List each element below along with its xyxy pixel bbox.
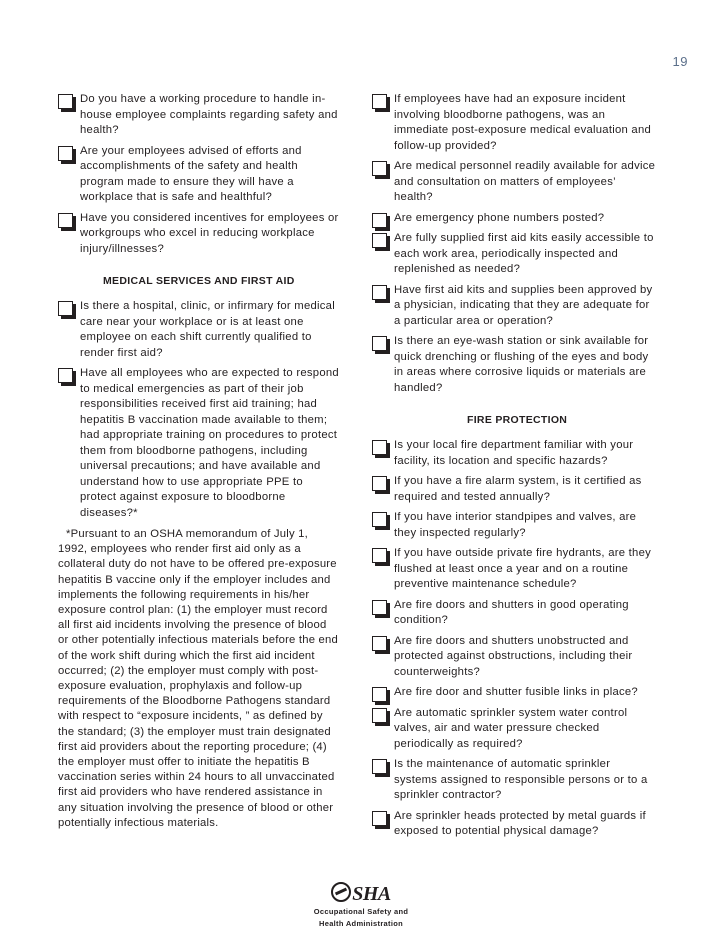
- checklist-item: [58, 299, 340, 361]
- checklist-item: [372, 598, 656, 629]
- checkbox[interactable]: [372, 687, 387, 702]
- question-text: Are fire doors and shutters unobstructed and protected against obstructions, including their counterweights?: [394, 634, 633, 678]
- checklist-item: [372, 546, 656, 593]
- osha-logo-icon: [331, 882, 351, 902]
- checkbox[interactable]: [58, 146, 73, 161]
- question-text: Are your employees advised of efforts and accomplishments of the safety and health program made to ensure they will have a workplace that is safe and healthful?: [80, 144, 302, 203]
- logo-text: SHA: [352, 883, 391, 905]
- question-text: Are medical personnel readily available for advice and consultation on matters of employees’ health?: [394, 160, 656, 203]
- checklist-item: [372, 334, 656, 396]
- checkbox[interactable]: [372, 759, 387, 774]
- question-text: Are fire doors and shutters in good operating condition?: [394, 598, 629, 626]
- checkbox[interactable]: [372, 811, 387, 826]
- checkbox[interactable]: [372, 213, 387, 228]
- checklist-item: [372, 474, 656, 505]
- checkbox[interactable]: [372, 440, 387, 455]
- checklist-item: [372, 634, 656, 681]
- section-heading-medical: MEDICAL SERVICES AND FIRST AID: [103, 275, 295, 287]
- checkbox[interactable]: [58, 368, 73, 383]
- question-text: If you have outside private fire hydrants, are they flushed at least once a year and on a routine preventive maintenance schedule?: [394, 547, 652, 590]
- checkbox[interactable]: [58, 94, 73, 109]
- checklist-item: [372, 757, 656, 804]
- checklist-item: [372, 510, 656, 541]
- question-text: Are emergency phone numbers posted?: [394, 211, 605, 224]
- checklist-item: [372, 809, 656, 840]
- checklist-item: [372, 211, 656, 227]
- question-text: Are fully supplied first aid kits easily accessible to each work area, periodically inspected and replenished as needed?: [394, 232, 654, 275]
- question-text: Are fire door and shutter fusible links in place?: [394, 686, 638, 698]
- org-name-line1: Occupational Safety and: [313, 907, 409, 916]
- checkbox[interactable]: [372, 600, 387, 615]
- right-column: [372, 92, 656, 845]
- checkbox[interactable]: [372, 336, 387, 351]
- question-text: Do you have a working procedure to handle in-house employee complaints regarding safety and health?: [80, 93, 338, 136]
- question-text: If you have a fire alarm system, is it certified as required and tested annually?: [394, 475, 642, 503]
- checklist-item: [372, 706, 656, 753]
- question-text: Is the maintenance of automatic sprinkler systems assigned to responsible persons or to a sprinkler contractor?: [394, 758, 648, 801]
- checkbox[interactable]: [58, 301, 73, 316]
- left-column: [58, 92, 340, 831]
- checkbox[interactable]: [372, 233, 387, 248]
- checklist-item: [372, 159, 656, 206]
- page-number: 19: [672, 54, 688, 69]
- checklist-item: [372, 685, 656, 701]
- checklist-item: [58, 366, 340, 521]
- question-text: Are sprinkler heads protected by metal guards if exposed to potential physical damage?: [394, 809, 646, 837]
- osha-logo: [296, 882, 426, 904]
- checkbox[interactable]: [372, 476, 387, 491]
- section-heading-fire: FIRE PROTECTION: [467, 414, 568, 426]
- question-text: Is there a hospital, clinic, or infirmary for medical care near your workplace or is at least one employee on each shift currently qualified to render first aid?: [80, 300, 335, 359]
- checkbox[interactable]: [372, 708, 387, 723]
- checkbox[interactable]: [58, 213, 73, 228]
- question-text: Are automatic sprinkler system water control valves, air and water pressure checked periodically as required?: [394, 706, 628, 750]
- checklist-item: [372, 231, 656, 278]
- checklist-item: [372, 283, 656, 330]
- question-text: Is your local fire department familiar with your facility, its location and specific hazards?: [394, 439, 634, 467]
- checklist-item: [58, 144, 340, 206]
- osha-logo-block: [296, 882, 426, 928]
- checklist-item: [372, 438, 656, 469]
- checkbox[interactable]: [372, 636, 387, 651]
- checkbox[interactable]: [372, 548, 387, 563]
- checkbox[interactable]: [372, 512, 387, 527]
- question-text: Have first aid kits and supplies been approved by a physician, indicating that they are adequate for a particular area or operation?: [394, 283, 653, 327]
- org-name-line2: Health Administration: [319, 919, 403, 928]
- footnote: *Pursuant to an OSHA memorandum of July 1, 1992, employees who render first aid only as a collateral duty do not have to be offered pre-exposure hepatitis B vaccine only if the employer includes and implements the following requirements in his/her exposure control plan: (1) the employer must record all first aid incidents involving the presence of blood or other potentially infectious materials before the end of the work shift during which the first aid incident occurred; (2) the employer must comply with post-exposure evaluation, prophylaxis and follow-up requirements of the Bloodborne Pathogens standard with respect to “exposure incidents, ” as defined by the standard; (3) the employer must train designated first aid providers about the reporting procedure; (4) the employer must offer to initiate the hepatitis B vaccination series within 24 hours to all unvaccinated first aid providers who have rendered assistance in any situation involving the presence of blood or other potentially infectious materials.: [58, 528, 338, 829]
- question-text: If employees have had an exposure incident involving bloodborne pathogens, was an immediate post-exposure medical evaluation and follow-up provided?: [394, 93, 652, 152]
- checkbox[interactable]: [372, 94, 387, 109]
- question-text: Is there an eye-wash station or sink available for quick drenching or flushing of the eyes and body in areas where corrosive liquids or materials are handled?: [394, 335, 649, 394]
- checkbox[interactable]: [372, 161, 387, 176]
- question-text: Have all employees who are expected to respond to medical emergencies as part of their job responsibilities received first aid training; had hepatitis B vaccination made available to them; had appropriate training on procedures to protect them from bloodborne pathogens, including universal precautions; and have available and understand how to use appropriate PPE to protect against exposure to bloodborne diseases?*: [80, 367, 339, 519]
- checklist-item: [58, 211, 340, 258]
- checklist-item: [58, 92, 340, 139]
- question-text: If you have interior standpipes and valves, are they inspected regularly?: [394, 511, 637, 539]
- checklist-item: [372, 92, 656, 154]
- question-text: Have you considered incentives for employees or workgroups who excel in reducing workplace injury/illnesses?: [80, 211, 339, 255]
- checkbox[interactable]: [372, 285, 387, 300]
